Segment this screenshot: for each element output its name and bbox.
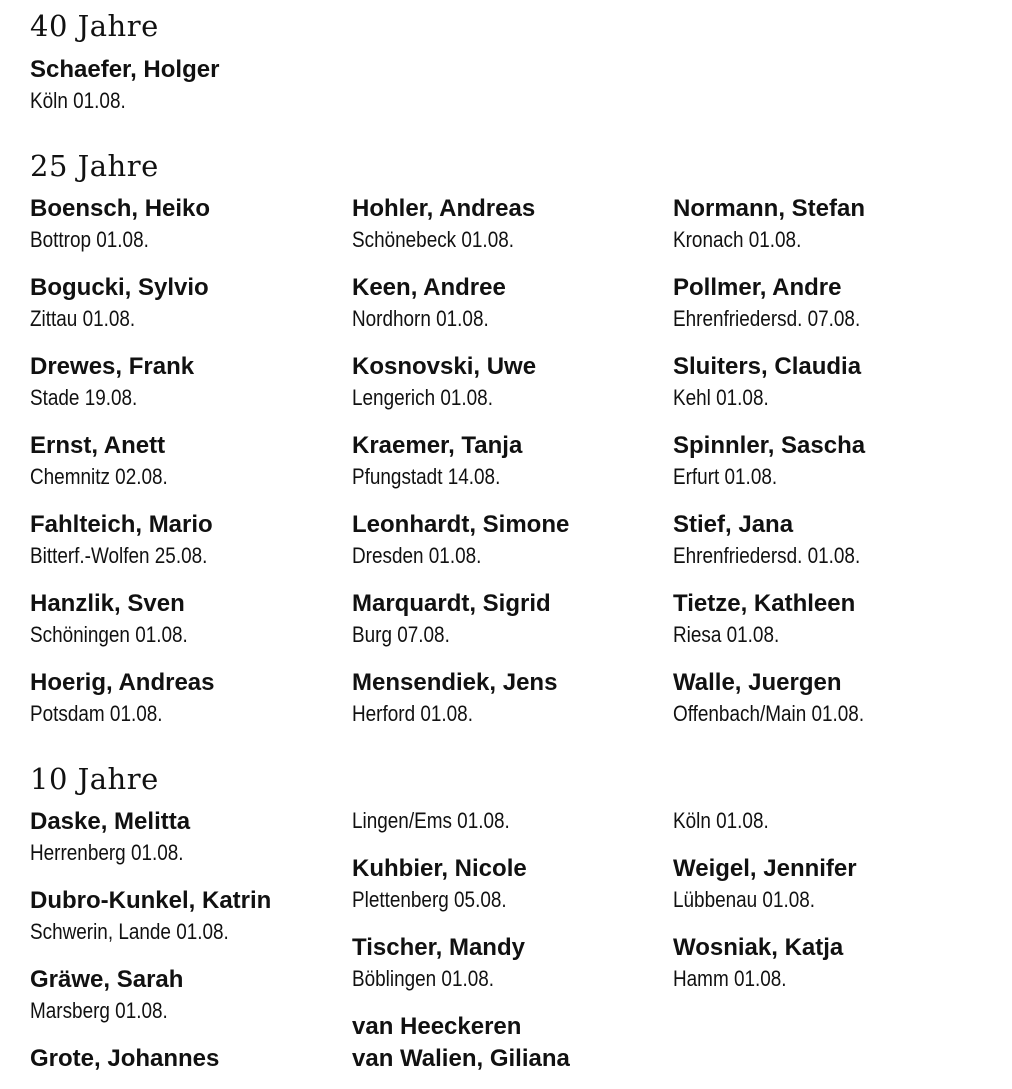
member-place-date: Schöningen 01.08.	[30, 622, 188, 647]
member-place-date: Burg 07.08.	[352, 622, 450, 647]
member-name: Mensendiek, Jens	[352, 669, 558, 696]
member-name: van Walien, Giliana	[352, 1045, 570, 1072]
member-name: Leonhardt, Simone	[352, 511, 570, 538]
member-name: Weigel, Jennifer	[673, 855, 857, 882]
member-place-date: Lingen/Ems 01.08.	[352, 808, 510, 833]
section-heading-10-jahre: 10 Jahre	[30, 762, 159, 796]
member-name: Walle, Juergen	[673, 669, 842, 696]
member-place-date: Hamm 01.08.	[673, 966, 787, 991]
member-name: Grote, Johannes	[30, 1045, 220, 1072]
member-name: Daske, Melitta	[30, 808, 191, 835]
member-place-date: Schönebeck 01.08.	[352, 227, 515, 252]
member-place-date: Herrenberg 01.08.	[30, 840, 184, 865]
member-place-date: Dresden 01.08.	[352, 543, 482, 568]
member-name: Stief, Jana	[673, 511, 794, 538]
member-place-date: Marsberg 01.08.	[30, 998, 168, 1023]
member-name: Hoerig, Andreas	[30, 669, 215, 696]
member-name: Tischer, Mandy	[352, 934, 525, 961]
member-name: Schaefer, Holger	[30, 56, 220, 83]
member-name: Fahlteich, Mario	[30, 511, 213, 538]
member-name: Normann, Stefan	[673, 195, 866, 222]
member-place-date: Kronach 01.08.	[673, 227, 802, 252]
member-name: Tietze, Kathleen	[673, 590, 856, 617]
member-place-date: Riesa 01.08.	[673, 622, 780, 647]
member-place-date: Nordhorn 01.08.	[352, 306, 489, 331]
member-place-date: Schwerin, Lande 01.08.	[30, 919, 229, 944]
member-name: Keen, Andree	[352, 274, 506, 301]
member-place-date: Chemnitz 02.08.	[30, 464, 168, 489]
member-place-date: Lengerich 01.08.	[352, 385, 493, 410]
member-name: Boensch, Heiko	[30, 195, 211, 222]
member-place-date: Ehrenfriedersd. 01.08.	[673, 543, 861, 568]
member-place-date: Lübbenau 01.08.	[673, 887, 816, 912]
member-name: Hanzlik, Sven	[30, 590, 185, 617]
member-place-date: Köln 01.08.	[673, 808, 769, 833]
member-name: Pollmer, Andre	[673, 274, 842, 301]
member-name: Marquardt, Sigrid	[352, 590, 551, 617]
member-place-date: Ehrenfriedersd. 07.08.	[673, 306, 861, 331]
section-heading-25-jahre: 25 Jahre	[30, 149, 159, 183]
member-place-date: Herford 01.08.	[352, 701, 473, 726]
member-place-date: Böblingen 01.08.	[352, 966, 495, 991]
member-place-date: Pfungstadt 14.08.	[352, 464, 501, 489]
member-name: van Heeckeren	[352, 1013, 522, 1040]
member-name: Spinnler, Sascha	[673, 432, 866, 459]
member-name: Gräwe, Sarah	[30, 966, 184, 993]
member-place-date: Offenbach/Main 01.08.	[673, 701, 865, 726]
member-name: Dubro-Kunkel, Katrin	[30, 887, 272, 914]
member-name: Hohler, Andreas	[352, 195, 536, 222]
member-place-date: Köln 01.08.	[30, 88, 126, 113]
member-place-date: Plettenberg 05.08.	[352, 887, 507, 912]
member-name: Drewes, Frank	[30, 353, 195, 380]
member-name: Kraemer, Tanja	[352, 432, 523, 459]
member-name: Sluiters, Claudia	[673, 353, 862, 380]
member-place-date: Kehl 01.08.	[673, 385, 769, 410]
member-place-date: Erfurt 01.08.	[673, 464, 778, 489]
member-place-date: Stade 19.08.	[30, 385, 138, 410]
section-heading-40-jahre: 40 Jahre	[30, 9, 159, 43]
member-name: Bogucki, Sylvio	[30, 274, 209, 301]
member-name: Kuhbier, Nicole	[352, 855, 527, 882]
member-place-date: Zittau 01.08.	[30, 306, 136, 331]
member-name: Wosniak, Katja	[673, 934, 844, 961]
member-name: Ernst, Anett	[30, 432, 166, 459]
member-place-date: Bitterf.-Wolfen 25.08.	[30, 543, 208, 568]
member-place-date: Potsdam 01.08.	[30, 701, 163, 726]
member-name: Kosnovski, Uwe	[352, 353, 537, 380]
member-place-date: Bottrop 01.08.	[30, 227, 149, 252]
